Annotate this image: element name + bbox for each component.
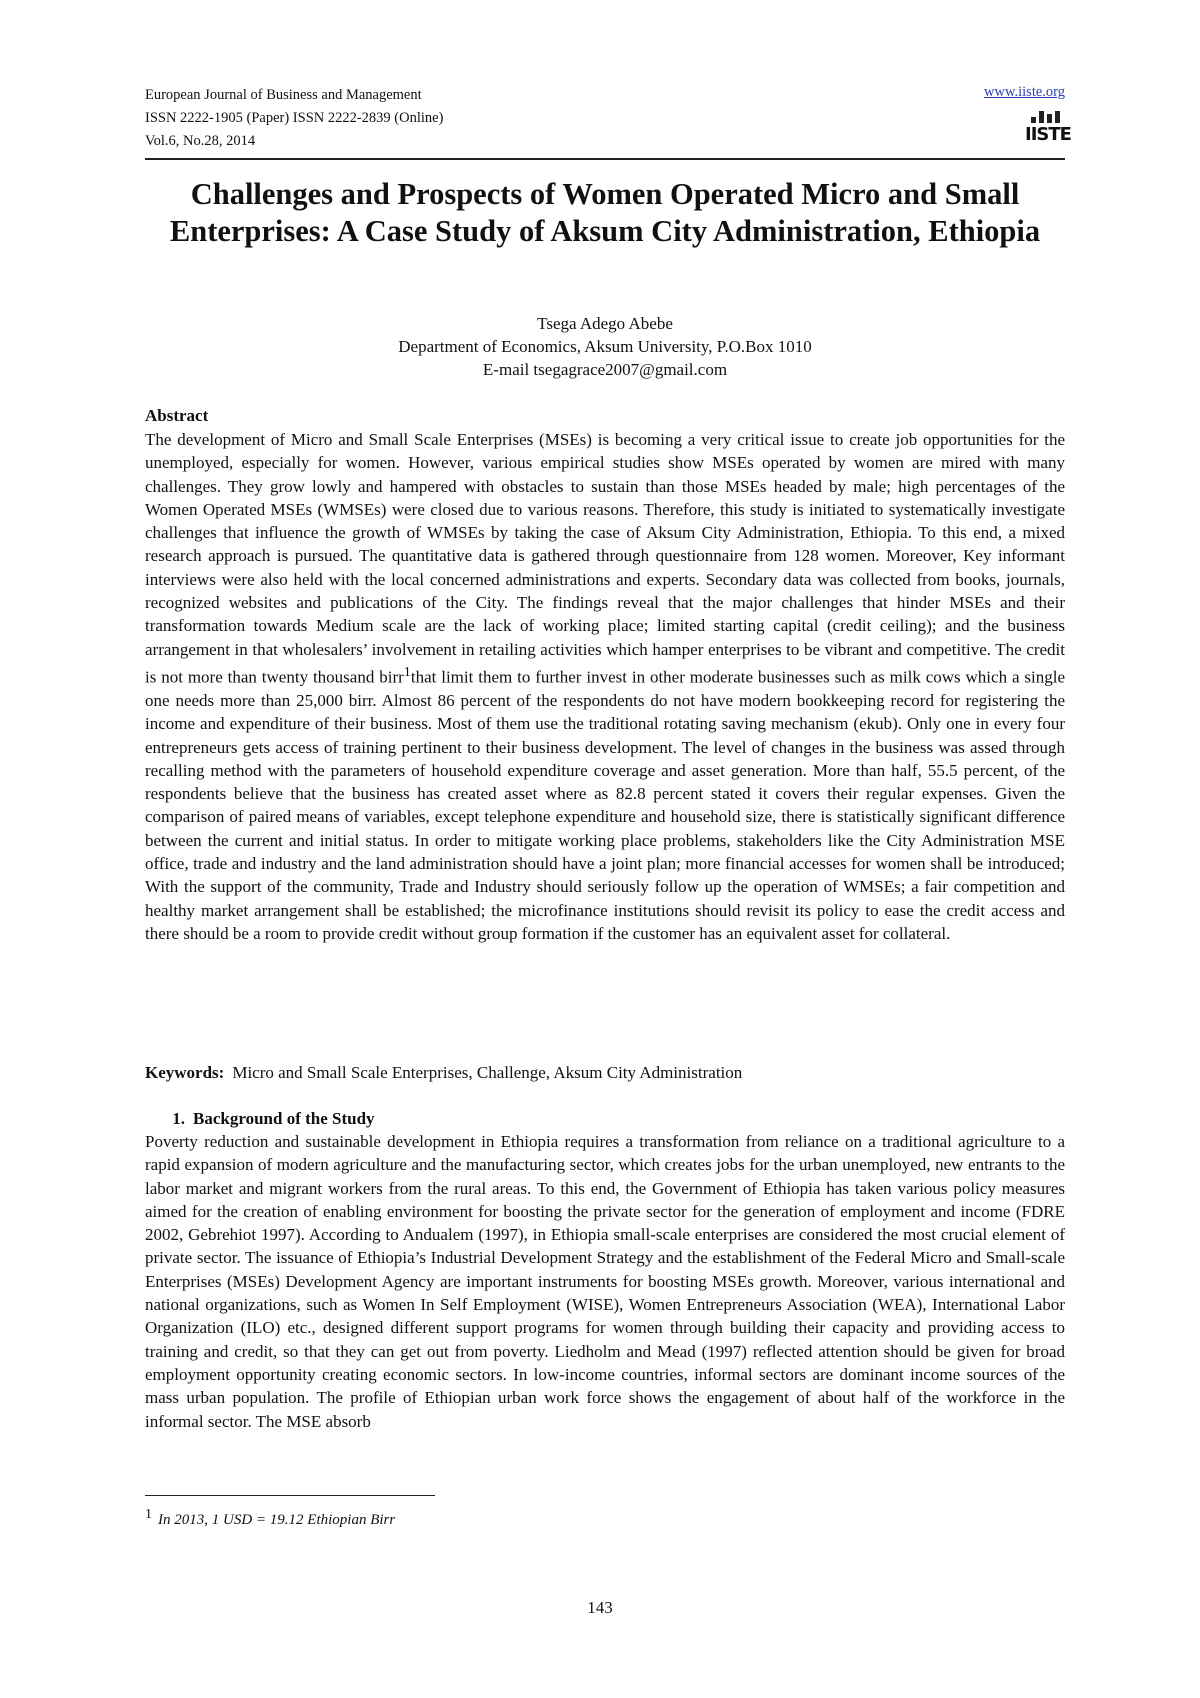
page-number: 143 — [587, 1598, 613, 1617]
abstract-text-part-1: The development of Micro and Small Scale Enterprises (MSEs) is becoming a very critical issue to create job opportunities for the unemployed, especially for women. However, various empirical studies show MSEs operated by women are mired with many challenges. They grow lowly and hampered with obstacles to sustain than those MSEs headed by male; high percentages of the Women Operated MSEs (WMSEs) were closed due to various reasons. Therefore, this study is initiated to systematically investigate challenges that influence the growth of WMSEs by taking the case of Aksum City Administration, Ethiopia. To this end, a mixed research approach is pursued. The quantitative data is gathered through questionnaire from 128 women. Moreover, Key informant interviews were also held with the local concerned administrations and experts. Secondary data was collected from books, journals, recognized websites and publications of the City. The findings reveal that the major challenges that hinder MSEs and their transformation towards Medium scale are the lack of working place; limited starting capital (credit ceiling); and the business arrangement in that wholesalers’ involvement in retailing activities which hamper enterprises to be vibrant and competitive. The credit is not more than twenty thousand birr — [145, 430, 1065, 687]
section-body-text: Poverty reduction and sustainable development in Ethiopia requires a transformation from reliance on a traditional agriculture to a rapid expansion of modern agriculture and the manufacturing sector, which creates jobs for the urban unemployed, new entrants to the labor market and migrant workers from the rural areas. To this end, the Government of Ethiopia has taken various policy measures aimed for the creation of enabling environment for boosting the private sector for the generation of employment and income (FDRE 2002, Gebrehiot 1997). According to Andualem (1997), in Ethiopia small-scale enterprises are considered the most crucial element of private sector. The issuance of Ethiopia’s Industrial Development Strategy and the establishment of the Federal Micro and Small-scale Enterprises (MSEs) Development Agency are important instruments for boosting MSEs growth. Moreover, various international and national organizations, such as Women In Self Employment (WISE), Women Entrepreneurs Association (WEA), International Labor Organization (ILO) etc., designed different support programs for women through building their capacity and providing access to training and credit, so that they can get out from poverty. Liedholm and Mead (1997) reflected attention should be given for broad employment opportunity creating economic sectors. In low-income countries, informal sectors are dominant income sources of the mass urban population. The profile of Ethiopian urban work force shows the engagement of about half of the workforce in the informal sector. The MSE absorb — [145, 1132, 1065, 1431]
logo-bars-icon — [1025, 111, 1065, 123]
footnote — [145, 1502, 395, 1533]
iiste-logo — [1025, 111, 1071, 149]
header-divider — [145, 158, 1065, 160]
footnote-marker: 1 — [403, 663, 411, 680]
section-title: Background of the Study — [193, 1109, 375, 1128]
author-name: Tsega Adego Abebe — [537, 314, 673, 333]
author-block — [145, 312, 1065, 381]
abstract-heading: Abstract — [145, 406, 209, 425]
paper-title: Challenges and Prospects of Women Operated Micro and Small Enterprises: A Case Study of Aksum City Administration, Ethiopia — [169, 177, 1041, 248]
journal-header — [145, 84, 1071, 156]
footnote-divider — [145, 1495, 435, 1496]
author-email: E-mail tsegagrace2007@gmail.com — [482, 360, 728, 379]
abstract-text-part-2: that limit them to further invest in other moderate businesses such as milk cows which a single one needs more than 25,000 birr. Almost 86 percent of the respondents do not have modern bookkeeping record for registering the income and expenditure of their business. Most of them use the traditional rotating saving mechanism (ekub). Only one in every four entrepreneurs gets access of training pertinent to their business development. The level of changes in the business was assed through recalling method with the parameters of household expenditure coverage and asset generation. More than half, 55.5 percent, of the respondents believe that the business has created asset where as 82.8 percent stated it covers their regular expenses. Given the comparison of paired means of variables, except telephone expenditure and household size, there is statistically significant difference between the current and initial status. In order to mitigate working place problems, stakeholders like the City Administration MSE office, trade and industry and the land administration should have a joint plan; more financial accesses for women shall be introduced; With the support of the community, Trade and Industry should seriously follow up the operation of WMSEs; a fair competition and healthy market arrangement shall be established; the microfinance institutions should revisit its policy to ease the credit access and there should be a room to provide credit without group formation if the customer has an equivalent asset for collateral. — [145, 667, 1066, 943]
journal-url-link[interactable]: www.iiste.org — [984, 84, 1065, 100]
logo-text: IISTE — [1025, 124, 1071, 145]
footnote-text: In 2013, 1 USD = 19.12 Ethiopian Birr — [158, 1512, 396, 1528]
section-number: 1. — [172, 1109, 185, 1128]
footnote-number: 1 — [145, 1507, 152, 1522]
journal-volume: Vol.6, No.28, 2014 — [145, 133, 256, 149]
journal-issn: ISSN 2222-1905 (Paper) ISSN 2222-2839 (Online) — [145, 110, 444, 126]
journal-name: European Journal of Business and Management — [145, 87, 422, 103]
author-affiliation: Department of Economics, Aksum University, P.O.Box 1010 — [398, 337, 812, 356]
abstract-text — [145, 428, 1065, 945]
keywords-text: Micro and Small Scale Enterprises, Challenge, Aksum City Administration — [232, 1063, 743, 1082]
keywords-line — [145, 1061, 1065, 1084]
keywords-label: Keywords: — [145, 1063, 225, 1082]
section-heading — [145, 1107, 375, 1130]
